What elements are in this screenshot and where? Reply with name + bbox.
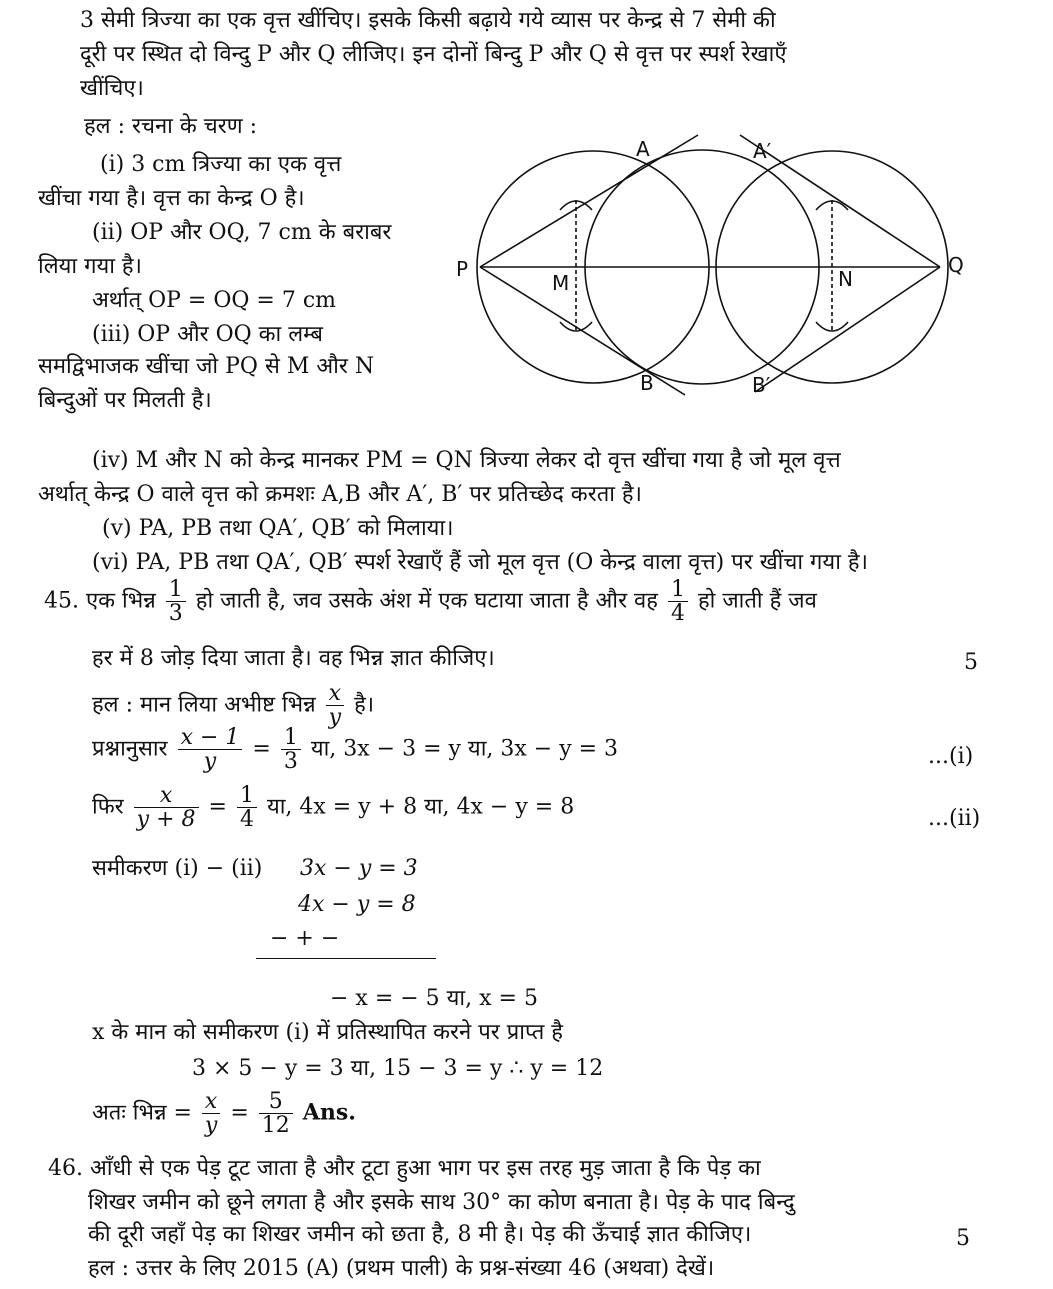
q44-step2a: (ii) OP और OQ, 7 cm के बराबर: [92, 220, 392, 245]
q45-sub-signs: − + −: [270, 926, 340, 951]
q45-marks: 5: [964, 650, 978, 675]
q46-line3: की दूरी जहाँ पेड़ का शिखर जमीन को छता है, 8 मी है। पेड़ की ऊँचाई ज्ञात कीजिए।: [88, 1222, 752, 1247]
tangent-pa: [480, 135, 698, 267]
q44-step3b: समद्विभाजक खींचा जो PQ से M और N: [38, 354, 375, 379]
q45-substitution-text: x के मान को समीकरण (i) में प्रतिस्थापित करने पर प्राप्त है: [92, 1020, 563, 1045]
subtraction-rule: [256, 958, 436, 959]
q45-sub-equation1: 3x − y = 3: [300, 856, 418, 881]
q44-step2c: अर्थात् OP = OQ = 7 cm: [92, 288, 337, 313]
q45-equation2-tag: ...(ii): [928, 806, 981, 831]
label-m: M: [552, 271, 570, 295]
q46-solution: हल : उत्तर के लिए 2015 (A) (प्रथम पाली) के प्रश्न-संख्या 46 (अथवा) देखें।: [88, 1256, 715, 1281]
q45-text-b: हो जाती है, जव उसके अंश में एक घटाया जाता है और वह: [195, 588, 658, 614]
q45-substitution-equation: 3 × 5 − y = 3 या, 15 − 3 = y ∴ y = 12: [192, 1056, 604, 1081]
q45-subtraction-label: समीकरण (i) − (ii): [92, 856, 263, 881]
q44-step6: (vi) PA, PB तथा QA′, QB′ स्पर्श रेखाएँ हैं जो मूल वृत्त (O केन्द्र वाला वृत्त) पर खींचा गया है।: [92, 550, 868, 575]
q45-sub-equation2: 4x − y = 8: [298, 892, 416, 917]
label-n: N: [838, 267, 853, 291]
fraction-x-over-y: $\frac{x}{y}$: [326, 682, 344, 729]
q44-step3c: बिन्दुओं पर मिलती है।: [38, 388, 212, 413]
tangent-construction-figure: [440, 130, 990, 430]
label-a-prime: A′: [753, 139, 772, 163]
q44-step5: (v) PA, PB तथा QA′, QB′ को मिलाया।: [102, 516, 454, 541]
q45-text-a: एक भिन्न: [86, 588, 156, 614]
q44-step1a: (i) 3 cm त्रिज्या का एक वृत्त: [100, 152, 342, 177]
label-q: Q: [948, 253, 964, 277]
label-b-prime: B′: [752, 373, 771, 397]
label-p: P: [456, 257, 469, 281]
label-a: A: [636, 137, 650, 161]
q45-equation1-tag: ...(i): [928, 744, 974, 769]
q45-question-line2: हर में 8 जोड़ दिया जाता है। वह भिन्न ज्ञात कीजिए।: [92, 646, 495, 671]
q44-line2: दूरी पर स्थित दो विन्दु P और Q लीजिए। इन दोनों बिन्दु P और Q से वृत्त पर स्पर्श रेखाएँ: [80, 42, 787, 67]
q45-answer: अतः भिन्न = $\frac{x}{y}$ = $\frac{5}{12}$ Ans.: [92, 1089, 356, 1139]
q44-line1: 3 सेमी त्रिज्या का एक वृत्त खींचिए। इसके किसी बढ़ाये गये व्यास पर केन्द्र से 7 सेमी की: [80, 8, 776, 33]
fraction-one-fourth: $\frac{1}{4}$: [668, 578, 688, 625]
q45-equation2: फिर $\frac{x}{y + 8}$ = $\frac{1}{4}$ या, 4x = y + 8 या, 4x − y = 8: [92, 783, 575, 833]
q44-step2b: लिया गया है।: [38, 254, 142, 279]
q45-text-c: हो जाती हैं जव: [697, 588, 817, 614]
q45-question-line1: [44, 578, 817, 625]
q44-step1b: खींचा गया है। वृत्त का केन्द्र O है।: [38, 186, 305, 211]
q46-line2: शिखर जमीन को छूने लगता है और इसके साथ 30° का कोण बनाता है। पेड़ के पाद बिन्दु: [88, 1190, 795, 1215]
q44-step4b: अर्थात् केन्द्र O वाले वृत्त को क्रमशः A,B और A′, B′ पर प्रतिच्छेद करता है।: [38, 482, 642, 507]
q44-line3: खींचिए।: [80, 76, 144, 101]
q46-line1: 46. आँधी से एक पेड़ टूट जाता है और टूटा हुआ भाग पर इस तरह मुड़ जाता है कि पेड़ का: [48, 1156, 761, 1181]
q45-solution-intro: हल : मान लिया अभीष्ट भिन्न $\frac{x}{y}$ है।: [92, 681, 375, 731]
q44-solution-heading: हल : रचना के चरण :: [84, 114, 258, 139]
q45-equation1: प्रश्नानुसार $\frac{x - 1}{y}$ = $\frac{1}{3}$ या, 3x − 3 = y या, 3x − y = 3: [92, 725, 619, 775]
q44-step4a: (iv) M और N को केन्द्र मानकर PM = QN त्रिज्या लेकर दो वृत्त खींचा गया है जो मूल वृत्त: [92, 448, 841, 473]
fraction-one-third: $\frac{1}{3}$: [166, 578, 186, 625]
q45-number: 45.: [44, 588, 79, 614]
q46-marks: 5: [956, 1226, 970, 1251]
q44-step3a: (iii) OP और OQ का लम्ब: [92, 322, 323, 347]
label-b: B: [640, 371, 654, 395]
tangent-pb: [480, 267, 685, 395]
q45-sub-result: − x = − 5 या, x = 5: [330, 986, 538, 1011]
